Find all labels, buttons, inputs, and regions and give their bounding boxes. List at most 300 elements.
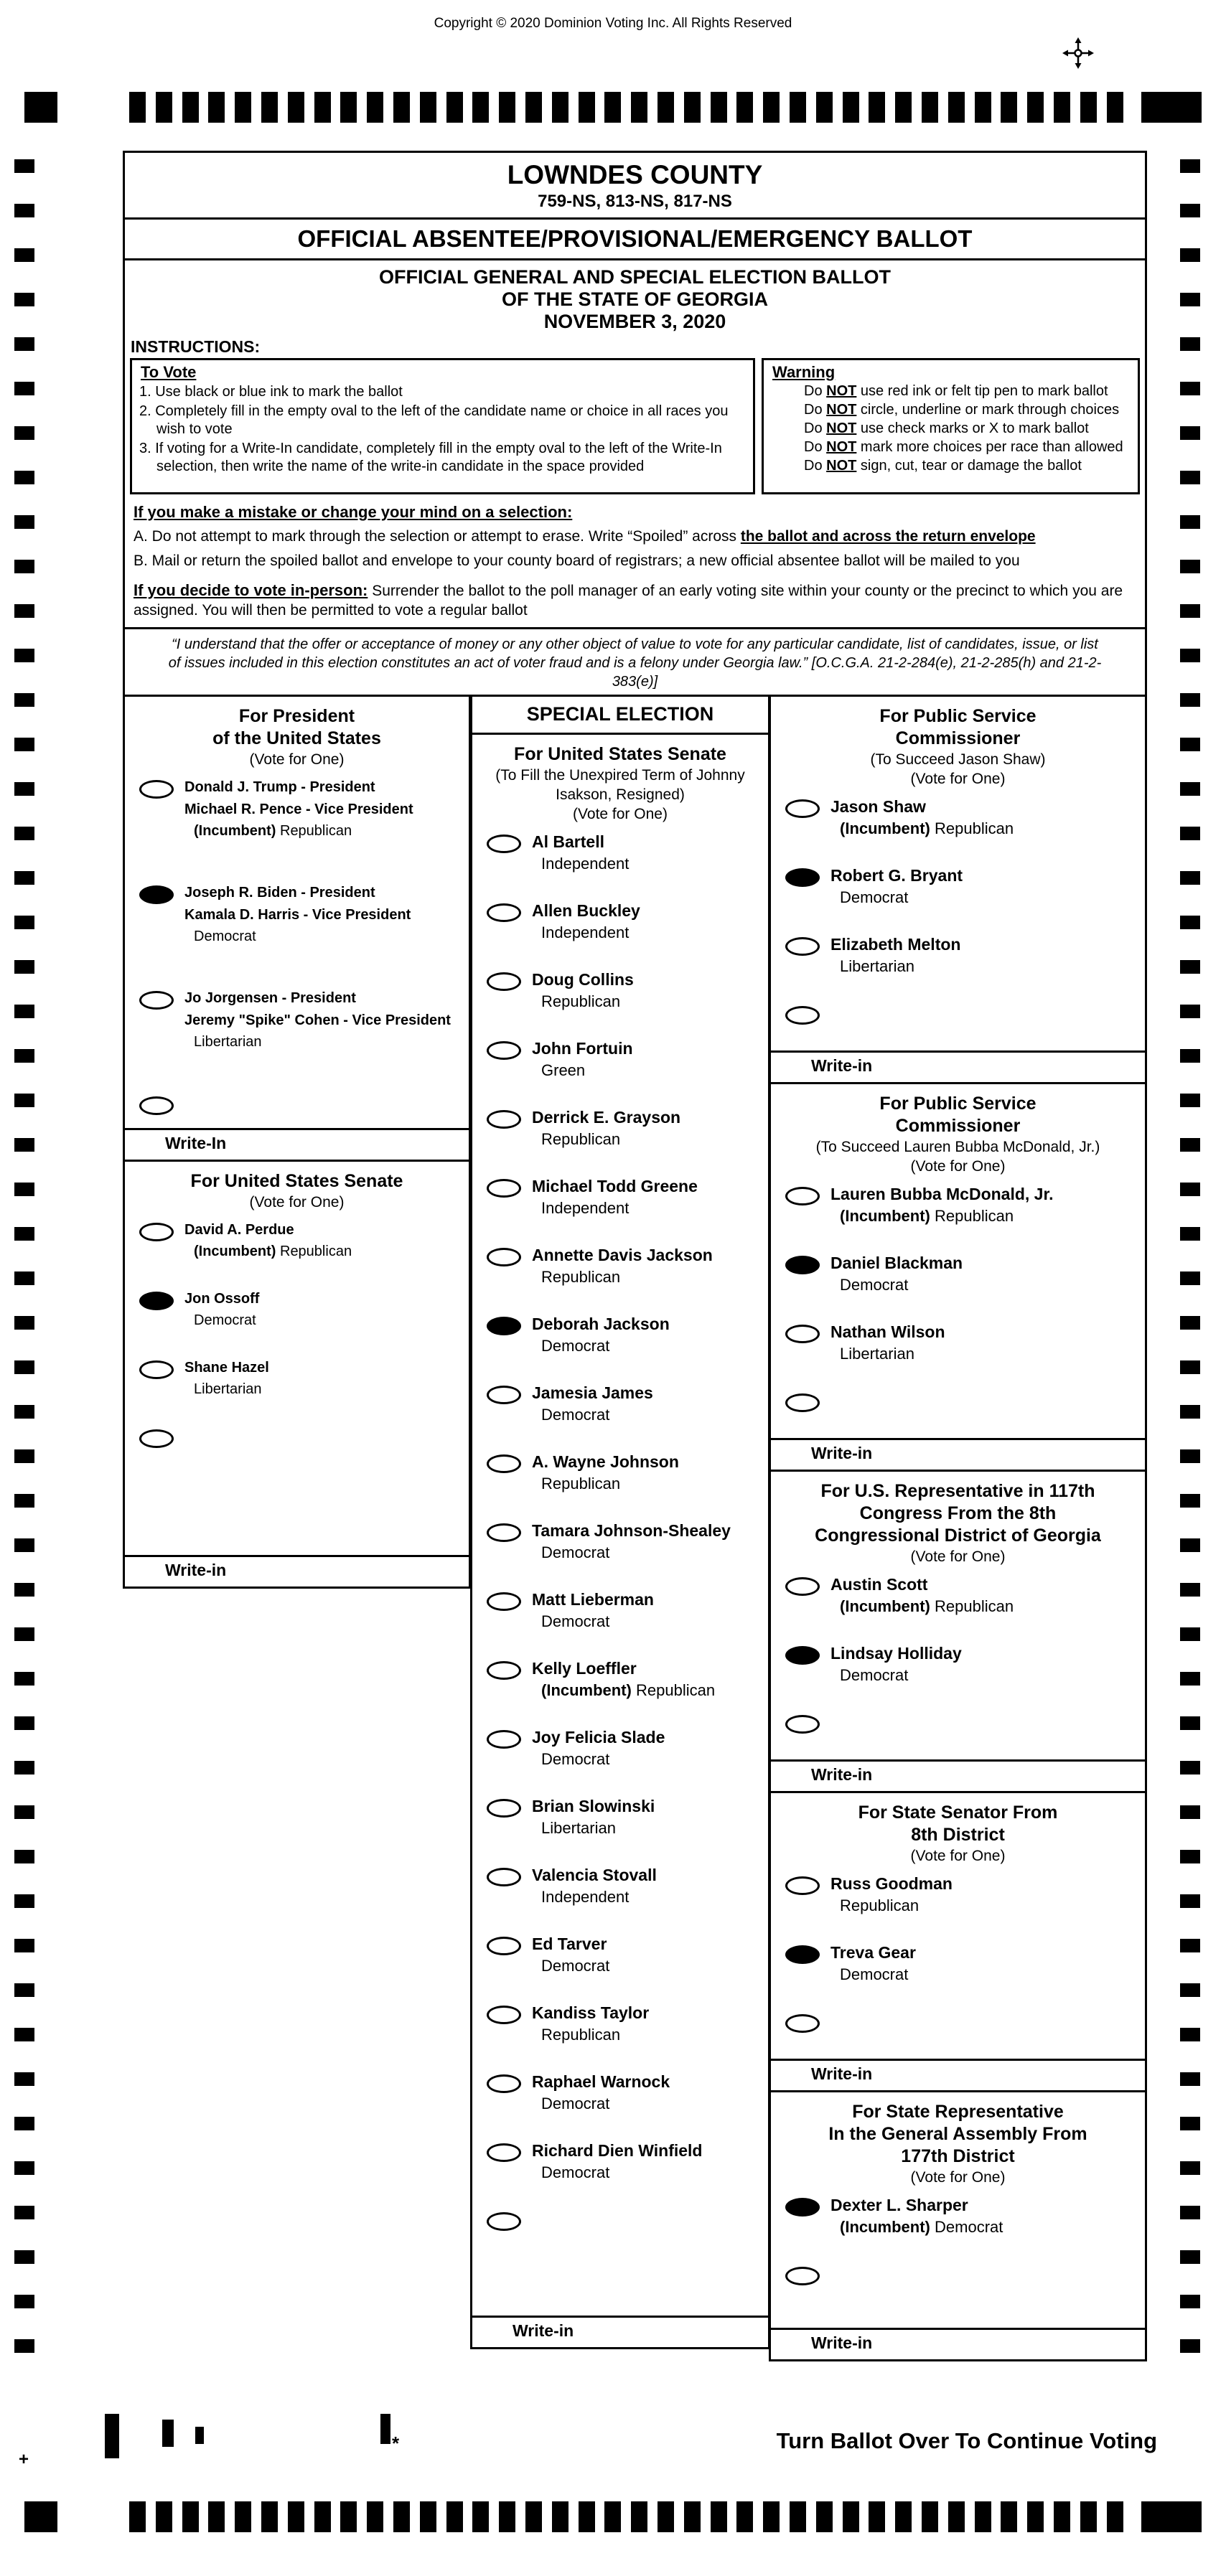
writein-oval[interactable] [785, 2267, 820, 2285]
timing-mark [14, 1983, 34, 1997]
race-title-line: Congressional District of Georgia [815, 1526, 1101, 1546]
writein-label: Write-in [811, 1056, 873, 1075]
writein-oval[interactable] [785, 2014, 820, 2033]
timing-mark [14, 1183, 34, 1196]
vote-for-note: (Vote for One) [910, 1548, 1006, 1565]
mistake-item-a [134, 527, 1136, 546]
candidate-party: Democrat [840, 1276, 909, 1294]
candidate-row [771, 1252, 1145, 1295]
candidate-info [830, 1642, 962, 1686]
candidate-row [125, 1288, 469, 1331]
timing-mark [288, 2501, 304, 2532]
candidate-row [771, 1183, 1145, 1226]
candidate-oval[interactable] [139, 1223, 174, 1241]
timing-mark [631, 2501, 647, 2532]
race-title-line: For United States Senate [190, 1171, 403, 1191]
timing-mark [499, 2501, 515, 2532]
timing-mark [14, 337, 34, 351]
timing-mark [1027, 92, 1044, 123]
candidate-name: Jamesia James [532, 1383, 653, 1402]
candidate-info [830, 934, 960, 977]
candidate-party: Democrat [541, 1543, 610, 1561]
race-state-senator-8th [771, 1793, 1145, 2092]
timing-mark [14, 1939, 34, 1952]
candidate-oval[interactable] [487, 835, 521, 853]
candidate-oval[interactable] [785, 1577, 820, 1596]
timing-mark [1180, 1983, 1200, 1997]
race-title-line: For State Senator From [858, 1802, 1058, 1823]
race-note-line: Isakson, Resigned) [556, 786, 685, 803]
writein-oval[interactable] [139, 1096, 174, 1115]
candidate-row [125, 776, 469, 842]
candidate-info [532, 831, 629, 874]
timing-mark [1180, 2206, 1200, 2219]
fraud-warning: “I understand that the offer or acceptance of money or any other object of value to vote for any particular candidate, list of candidates, issue, or list of issues included in this election constitutes an act of voter fraud and is a felony under Georgia law.” [O.C.G.A. 21-2-284(e), 21-2-285(h) and 21-2-383(e)] [125, 627, 1145, 697]
candidate-info [532, 1520, 731, 1563]
candidate-info [532, 1726, 665, 1769]
writein-oval[interactable] [785, 1393, 820, 1412]
candidate-party: Democrat [840, 1666, 909, 1684]
election-title-line2: OF THE STATE OF GEORGIA [502, 288, 768, 310]
candidate-name: Kelly Loeffler [532, 1659, 637, 1678]
candidate-row [771, 2194, 1145, 2237]
candidate-party: Democrat [840, 888, 909, 906]
candidate-oval[interactable] [487, 1386, 521, 1404]
timing-mark [1180, 738, 1200, 751]
timing-mark [525, 2501, 542, 2532]
timing-mark [631, 92, 647, 123]
timing-mark [14, 2028, 34, 2041]
timing-mark [472, 2501, 489, 2532]
timing-mark [235, 2501, 251, 2532]
timing-mark [314, 2501, 331, 2532]
candidate-info [532, 1244, 713, 1287]
candidate-oval[interactable] [487, 1041, 521, 1060]
timing-mark [790, 92, 806, 123]
timing-mark [14, 1672, 34, 1686]
candidate-row [472, 1864, 768, 1907]
candidate-row [771, 1642, 1145, 1686]
timing-mark [579, 92, 595, 123]
candidate-oval[interactable] [487, 1661, 521, 1680]
timing-mark [975, 92, 991, 123]
timing-mark [1180, 1672, 1200, 1686]
candidate-party: Democrat [541, 1406, 610, 1424]
race-note-line: (To Succeed Lauren Bubba McDonald, Jr.) [815, 1139, 1100, 1155]
candidate-oval-filled[interactable] [785, 1256, 820, 1274]
warning-text: sign, cut, tear or damage the ballot [860, 458, 1082, 474]
candidate-party: Independent [541, 923, 630, 941]
candidate-oval[interactable] [487, 1592, 521, 1611]
candidate-info [830, 1574, 1014, 1617]
candidate-info [532, 2071, 670, 2114]
timing-mark [340, 92, 357, 123]
timing-mark [948, 92, 965, 123]
timing-mark [14, 2250, 34, 2264]
candidate-party: Democrat [541, 2163, 610, 2181]
timing-mark [1180, 2250, 1200, 2264]
candidate-party: Libertarian [541, 1819, 616, 1837]
candidate-info [184, 1357, 269, 1400]
writein-oval-row [771, 1390, 1145, 1412]
race-title-line: For United States Senate [514, 744, 726, 764]
timing-mark [1001, 92, 1017, 123]
timing-mark [1180, 2161, 1200, 2175]
candidate-oval[interactable] [785, 1325, 820, 1343]
candidate-info [830, 796, 1014, 839]
timing-mark [393, 2501, 410, 2532]
candidate-oval[interactable] [785, 937, 820, 956]
timing-mark [14, 2161, 34, 2175]
timing-mark [14, 1405, 34, 1419]
race-title-line: In the General Assembly From [828, 2124, 1087, 2144]
timing-mark [816, 2501, 833, 2532]
warning-prefix: Do [804, 439, 823, 455]
candidate-oval[interactable] [785, 1187, 820, 1205]
timing-mark [1180, 1405, 1200, 1419]
timing-mark [604, 92, 621, 123]
candidate-name: Daniel Blackman [830, 1254, 963, 1272]
timing-mark [14, 738, 34, 751]
timing-mark [235, 92, 251, 123]
candidate-oval[interactable] [487, 2074, 521, 2093]
candidate-oval-filled[interactable] [785, 1646, 820, 1665]
to-vote-title: To Vote [141, 363, 197, 381]
candidate-oval[interactable] [487, 1868, 521, 1886]
candidate-name: Treva Gear [830, 1943, 916, 1962]
candidate-oval[interactable] [785, 1876, 820, 1895]
candidate-oval[interactable] [487, 1730, 521, 1749]
timing-mark [1080, 2501, 1097, 2532]
vote-for-note: (Vote for One) [910, 2169, 1006, 2186]
candidate-party: (Incumbent) Republican [840, 1207, 1014, 1225]
candidate-info [830, 1252, 963, 1295]
candidate-row [472, 1589, 768, 1632]
timing-mark [1180, 1094, 1200, 1107]
candidate-row [472, 1726, 768, 1769]
timing-mark [1180, 2339, 1200, 2353]
instructions-label: INSTRUCTIONS: [131, 337, 261, 356]
candidate-party: Green [541, 1061, 586, 1079]
candidate-party: Democrat [541, 1612, 610, 1630]
incumbent-label: (Incumbent) [840, 1207, 930, 1225]
candidate-party: (Incumbent) Democrat [840, 2218, 1003, 2236]
timing-mark [1180, 1583, 1200, 1597]
candidate-party: (Incumbent) Republican [194, 823, 352, 839]
candidate-party: (Incumbent) Republican [541, 1681, 716, 1699]
to-vote-item: 1. Use black or blue ink to mark the ballot [139, 384, 403, 400]
timing-mark [1180, 1449, 1200, 1463]
candidate-oval-filled[interactable] [139, 1292, 174, 1310]
candidate-oval-filled[interactable] [785, 2198, 820, 2217]
candidate-oval[interactable] [487, 1937, 521, 1955]
timing-mark [1180, 782, 1200, 796]
candidate-info [532, 2140, 702, 2183]
candidate-oval[interactable] [487, 1248, 521, 1266]
candidate-party: (Incumbent) Republican [840, 819, 1014, 837]
timing-mark [14, 649, 34, 662]
timing-mark [446, 2501, 463, 2532]
mistake-a-emphasis: the ballot and across the return envelope [740, 528, 1036, 545]
candidate-oval[interactable] [139, 780, 174, 799]
registration-crosshair-icon [1061, 36, 1095, 70]
candidate-row [771, 1873, 1145, 1916]
right-column [769, 695, 1147, 2361]
timing-mark [1180, 248, 1200, 262]
timing-mark [14, 1049, 34, 1063]
timing-corner-block [24, 92, 57, 123]
race-header [771, 1472, 1145, 1574]
race-title-line: Commissioner [895, 1116, 1021, 1136]
candidate-name: Russ Goodman [830, 1874, 953, 1893]
candidate-party: Libertarian [194, 1381, 262, 1397]
election-date: NOVEMBER 3, 2020 [543, 311, 726, 332]
special-election-heading: SPECIAL ELECTION [472, 697, 768, 735]
copyright-notice: Copyright © 2020 Dominion Voting Inc. All Rights Reserved [434, 16, 792, 31]
warning-prefix: Do [804, 458, 823, 474]
turn-ballot-instruction: Turn Ballot Over To Continue Voting [776, 2428, 1157, 2453]
timing-mark [14, 1716, 34, 1730]
timing-mark [948, 2501, 965, 2532]
candidate-row [771, 934, 1145, 977]
race-header [771, 2092, 1145, 2194]
candidate-info [532, 1175, 698, 1218]
special-election-column [470, 695, 770, 2349]
warning-not: NOT [826, 420, 857, 436]
race-title-line: For Public Service [879, 1094, 1037, 1114]
timing-mark [14, 159, 34, 173]
candidate-name: Deborah Jackson [532, 1315, 670, 1333]
warning-text: use red ink or felt tip pen to mark ballot [860, 383, 1108, 399]
race-title-line: For President [238, 706, 355, 726]
candidate-row [472, 969, 768, 1012]
candidate-oval-filled[interactable] [785, 1945, 820, 1964]
timing-mark [14, 2206, 34, 2219]
candidate-row [125, 1357, 469, 1400]
candidate-oval[interactable] [487, 2143, 521, 2162]
timing-mark [869, 2501, 885, 2532]
candidate-name: Shane Hazel [184, 1360, 269, 1376]
left-column [123, 695, 471, 1589]
race-title-line: For Public Service [879, 706, 1037, 726]
candidate-oval[interactable] [487, 972, 521, 991]
candidate-row [472, 2071, 768, 2114]
timing-mark [1001, 2501, 1017, 2532]
writein-oval[interactable] [487, 2212, 521, 2231]
candidate-info [532, 969, 634, 1012]
candidate-oval-filled[interactable] [785, 868, 820, 887]
timing-mark [420, 92, 436, 123]
candidate-oval[interactable] [487, 1799, 521, 1818]
timing-mark [14, 1271, 34, 1285]
timing-mark [14, 1627, 34, 1641]
to-vote-item: 3. If voting for a Write-In candidate, completely fill in the empty oval to the left of the Write-In selection, then write the name of the write-in candidate in the space provided [139, 441, 722, 474]
timing-mark [14, 1894, 34, 1908]
candidate-oval[interactable] [139, 991, 174, 1010]
candidate-info [532, 1038, 633, 1081]
candidate-name: A. Wayne Johnson [532, 1452, 679, 1471]
candidate-info [184, 987, 451, 1053]
candidate-name: Nathan Wilson [830, 1322, 945, 1341]
timing-mark [711, 2501, 727, 2532]
candidate-oval-filled[interactable] [487, 1317, 521, 1335]
warning-item [771, 382, 1131, 400]
candidate-oval[interactable] [487, 1454, 521, 1473]
candidate-party: Republican [541, 2026, 621, 2044]
candidate-oval-filled[interactable] [139, 885, 174, 904]
candidate-oval[interactable] [487, 1110, 521, 1129]
writein-oval-row [472, 2209, 768, 2231]
candidate-party: Independent [541, 1888, 630, 1906]
timing-mark [14, 1316, 34, 1330]
candidate-oval[interactable] [139, 1360, 174, 1379]
vote-for-note: (Vote for One) [910, 1158, 1006, 1175]
timing-mark [975, 2501, 991, 2532]
candidate-name: Elizabeth Melton [830, 935, 961, 954]
race-title-line: For State Representative [852, 2102, 1064, 2122]
timing-mark [711, 92, 727, 123]
candidate-party: Republican [541, 992, 621, 1010]
candidate-row [472, 1175, 768, 1218]
candidate-info [532, 1795, 655, 1838]
timing-mark [420, 2501, 436, 2532]
race-note-line: (To Succeed Jason Shaw) [870, 751, 1046, 768]
warning-item [771, 457, 1131, 475]
race-title-line: Congress From the 8th [859, 1503, 1057, 1523]
candidate-row [472, 2002, 768, 2045]
timing-mark [182, 2501, 199, 2532]
timing-mark [1054, 2501, 1070, 2532]
timing-mark [14, 1494, 34, 1508]
timing-mark [156, 92, 172, 123]
candidate-name: Michael R. Pence - Vice President [184, 802, 413, 817]
timing-mark [14, 2072, 34, 2086]
candidate-info [532, 1451, 679, 1494]
timing-mark [658, 2501, 674, 2532]
alignment-bar [195, 2427, 204, 2444]
candidate-info [532, 1313, 670, 1356]
candidate-name: Kamala D. Harris - Vice President [184, 907, 411, 923]
incumbent-label: (Incumbent) [194, 823, 276, 839]
timing-mark [1180, 1805, 1200, 1819]
candidate-info [184, 882, 411, 947]
timing-mark [129, 2501, 146, 2532]
candidate-row [771, 1321, 1145, 1364]
timing-mark [14, 471, 34, 484]
candidate-oval[interactable] [785, 799, 820, 818]
candidate-oval[interactable] [487, 1523, 521, 1542]
election-title-line1: OFFICIAL GENERAL AND SPECIAL ELECTION BALLOT [378, 266, 892, 288]
candidate-info [532, 900, 640, 943]
candidate-name: Lindsay Holliday [830, 1644, 962, 1663]
timing-mark [1180, 1049, 1200, 1063]
race-header [472, 735, 768, 831]
candidate-name: Jon Ossoff [184, 1291, 260, 1307]
timing-mark [14, 382, 34, 395]
candidate-party: Democrat [194, 929, 256, 944]
timing-mark [1180, 1360, 1200, 1374]
candidate-name: Austin Scott [830, 1575, 928, 1594]
mistake-a-text: A. Do not attempt to mark through the selection or attempt to erase. Write “Spoiled” across [134, 528, 741, 545]
timing-mark [1180, 1005, 1200, 1018]
timing-mark [14, 204, 34, 217]
timing-mark [922, 92, 938, 123]
in-person-text: Surrender the ballot to the poll manager of an early voting site within your county or the precinct to which you are assigned. You will then be permitted to vote a regular ballot [134, 583, 1123, 619]
timing-mark [552, 2501, 568, 2532]
in-person-title: If you decide to vote in-person: [134, 581, 368, 599]
incumbent-label: (Incumbent) [840, 2218, 930, 2236]
timing-mark [816, 92, 833, 123]
timing-mark [525, 92, 542, 123]
candidate-name: Doug Collins [532, 970, 634, 989]
writein-oval[interactable] [785, 1006, 820, 1025]
timing-mark [1180, 515, 1200, 529]
timing-mark [14, 1227, 34, 1241]
candidate-row [472, 1382, 768, 1425]
candidate-name: Lauren Bubba McDonald, Jr. [830, 1185, 1054, 1203]
candidate-party: Democrat [194, 1312, 256, 1328]
candidate-row [125, 882, 469, 947]
candidate-row [771, 865, 1145, 908]
candidate-oval[interactable] [487, 1179, 521, 1198]
candidate-name: Jo Jorgensen - President [184, 990, 356, 1006]
timing-mark [1180, 1271, 1200, 1285]
writein-oval-row [771, 1711, 1145, 1734]
timing-mark [1180, 471, 1200, 484]
timing-mark [14, 1538, 34, 1552]
timing-mark [129, 92, 146, 123]
candidate-party: Republican [541, 1130, 621, 1148]
timing-mark [14, 1005, 34, 1018]
timing-mark [1180, 871, 1200, 885]
timing-mark [1180, 2295, 1200, 2308]
incumbent-label: (Incumbent) [840, 1597, 930, 1615]
race-title-line: 8th District [911, 1825, 1005, 1845]
writein-label: Write-in [165, 1561, 227, 1579]
writein-oval-row [771, 2011, 1145, 2033]
timing-mark [472, 92, 489, 123]
warning-box [762, 358, 1140, 494]
candidate-info [830, 1873, 953, 1916]
writein-oval[interactable] [785, 1715, 820, 1734]
timing-mark [1180, 1761, 1200, 1774]
timing-mark [790, 2501, 806, 2532]
precinct-codes: 759-NS, 813-NS, 817-NS [538, 192, 732, 211]
race-title-line: 177th District [901, 2146, 1015, 2166]
candidate-info [532, 1933, 609, 1976]
candidate-name: John Fortuin [532, 1039, 633, 1058]
writein-oval[interactable] [139, 1429, 174, 1448]
timing-mark [1180, 649, 1200, 662]
candidate-oval[interactable] [487, 2006, 521, 2024]
candidate-oval[interactable] [487, 903, 521, 922]
timing-mark [14, 693, 34, 707]
candidate-party: Democrat [541, 2095, 610, 2112]
timing-mark [1180, 604, 1200, 618]
timing-mark [1180, 426, 1200, 440]
candidate-row [472, 1106, 768, 1150]
candidate-row [472, 1933, 768, 1976]
timing-mark [393, 92, 410, 123]
candidate-name: Jeremy "Spike" Cohen - Vice President [184, 1012, 451, 1028]
timing-mark [1180, 1716, 1200, 1730]
warning-item [771, 401, 1131, 419]
candidate-info [532, 1589, 654, 1632]
writein-label: Write-in [811, 2333, 873, 2352]
candidate-party: Libertarian [840, 1345, 914, 1363]
warning-prefix: Do [804, 383, 823, 399]
candidate-party: Libertarian [840, 957, 914, 975]
